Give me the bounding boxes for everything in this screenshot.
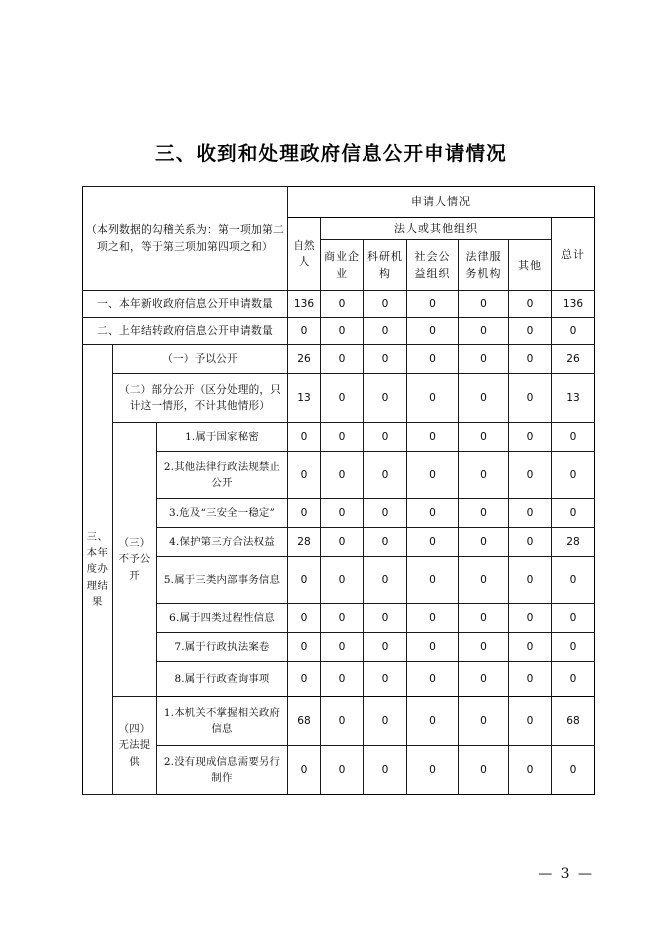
row-label-carried-over-applications: 二、上年结转政府信息公开申请数量	[83, 318, 288, 345]
cell-value: 0	[459, 746, 509, 795]
cell-value: 0	[509, 499, 552, 528]
cell-value: 0	[407, 291, 459, 318]
cell-value: 0	[288, 499, 321, 528]
cell-value: 0	[288, 452, 321, 499]
table-row	[83, 633, 595, 662]
cell-value: 0	[364, 291, 407, 318]
cell-value: 0	[364, 499, 407, 528]
cell-value: 68	[288, 697, 321, 746]
cell-value: 0	[288, 633, 321, 662]
table-row	[83, 662, 595, 697]
cell-value: 0	[364, 423, 407, 452]
header-other: 其他	[509, 240, 552, 291]
cell-value: 0	[509, 746, 552, 795]
cell-value: 0	[321, 499, 364, 528]
header-research-institution: 科研机构	[364, 240, 407, 291]
header-total: 总计	[552, 218, 595, 291]
cell-value: 0	[407, 345, 459, 374]
table-row	[83, 557, 595, 604]
cell-value: 0	[321, 374, 364, 423]
cell-value: 0	[407, 604, 459, 633]
cell-value: 0	[364, 633, 407, 662]
cell-value: 0	[552, 499, 595, 528]
cell-value: 0	[459, 499, 509, 528]
row-label-endanger-security: 3.危及“三安全一稳定”	[157, 499, 288, 528]
row-label-other-law-prohibited: 2.其他法律行政法规禁止公开	[157, 452, 288, 499]
cell-value: 0	[407, 374, 459, 423]
cell-value: 0	[288, 318, 321, 345]
header-natural-person: 自然人	[288, 218, 321, 291]
table-row	[83, 528, 595, 557]
cell-value: 0	[288, 604, 321, 633]
cell-value: 0	[552, 746, 595, 795]
cell-value: 0	[364, 374, 407, 423]
cell-value: 0	[407, 528, 459, 557]
cell-value: 68	[552, 697, 595, 746]
cell-value: 0	[459, 374, 509, 423]
cell-value: 0	[407, 633, 459, 662]
cell-value: 0	[321, 528, 364, 557]
cell-value: 0	[288, 746, 321, 795]
cell-value: 0	[459, 557, 509, 604]
cell-value: 0	[459, 697, 509, 746]
cell-value: 0	[364, 746, 407, 795]
cell-value: 0	[407, 499, 459, 528]
cell-value: 0	[509, 318, 552, 345]
cell-value: 0	[321, 697, 364, 746]
cell-value: 0	[321, 318, 364, 345]
cell-value: 26	[288, 345, 321, 374]
cell-value: 0	[364, 528, 407, 557]
cell-value: 0	[509, 452, 552, 499]
cell-value: 0	[459, 452, 509, 499]
cell-value: 28	[552, 528, 595, 557]
cell-value: 0	[509, 291, 552, 318]
cell-value: 0	[509, 374, 552, 423]
header-social-welfare-org: 社会公益组织	[407, 240, 459, 291]
table-header-row-1	[83, 187, 595, 218]
cell-value: 0	[552, 452, 595, 499]
cell-value: 0	[321, 633, 364, 662]
cell-value: 136	[288, 291, 321, 318]
table-row	[83, 318, 595, 345]
table-row	[83, 345, 595, 374]
cell-value: 0	[509, 557, 552, 604]
cell-value: 0	[459, 604, 509, 633]
cell-value: 0	[552, 633, 595, 662]
row-label-internal-affairs: 5.属于三类内部事务信息	[157, 557, 288, 604]
row-label-protect-third-party: 4.保护第三方合法权益	[157, 528, 288, 557]
cell-value: 0	[459, 633, 509, 662]
cell-value: 0	[364, 318, 407, 345]
cell-value: 0	[288, 423, 321, 452]
cell-value: 0	[509, 604, 552, 633]
cell-value: 0	[459, 662, 509, 697]
cell-value: 0	[509, 697, 552, 746]
row-label-partially-disclosed: （二）部分公开（区分处理的，只计这一情形，不计其他情形）	[113, 374, 288, 423]
table-row	[83, 499, 595, 528]
row-label-state-secret: 1.属于国家秘密	[157, 423, 288, 452]
header-legal-service-org: 法律服务机构	[459, 240, 509, 291]
cell-value: 0	[407, 423, 459, 452]
cell-value: 0	[321, 423, 364, 452]
cell-value: 0	[364, 452, 407, 499]
cell-value: 13	[552, 374, 595, 423]
table-row	[83, 291, 595, 318]
cell-value: 0	[321, 746, 364, 795]
cell-value: 0	[459, 345, 509, 374]
group-label-annual-result: 三、本年度办理结果	[83, 345, 113, 795]
row-label-enforcement-files: 7.属于行政执法案卷	[157, 633, 288, 662]
cell-value: 0	[321, 345, 364, 374]
cell-value: 0	[321, 557, 364, 604]
cell-value: 0	[509, 528, 552, 557]
cell-value: 0	[552, 662, 595, 697]
row-label-not-held-by-agency: 1.本机关不掌握相关政府信息	[157, 697, 288, 746]
cell-value: 0	[364, 557, 407, 604]
cell-value: 0	[509, 662, 552, 697]
cell-value: 0	[407, 318, 459, 345]
cell-value: 0	[407, 746, 459, 795]
cell-value: 0	[509, 423, 552, 452]
cell-value: 0	[552, 557, 595, 604]
cell-value: 0	[459, 423, 509, 452]
row-label-administrative-inquiry: 8.属于行政查询事项	[157, 662, 288, 697]
cell-value: 0	[364, 345, 407, 374]
cell-value: 0	[321, 662, 364, 697]
cell-value: 0	[552, 423, 595, 452]
group-label-unable-to-provide: （四）无法提供	[113, 697, 157, 795]
cell-value: 0	[288, 662, 321, 697]
information-disclosure-table	[82, 186, 595, 795]
header-legal-entity-group: 法人或其他组织	[321, 218, 552, 240]
cell-value: 13	[288, 374, 321, 423]
cell-value: 0	[321, 452, 364, 499]
row-label-process-information: 6.属于四类过程性信息	[157, 604, 288, 633]
cell-value: 0	[459, 291, 509, 318]
table-row	[83, 374, 595, 423]
cell-value: 0	[459, 528, 509, 557]
cell-value: 0	[364, 604, 407, 633]
table-row	[83, 697, 595, 746]
cell-value: 0	[407, 452, 459, 499]
cell-value: 28	[288, 528, 321, 557]
cell-value: 136	[552, 291, 595, 318]
cell-value: 0	[552, 318, 595, 345]
cell-value: 0	[552, 604, 595, 633]
page-title: 三、收到和处理政府信息公开申请情况	[155, 142, 507, 165]
cell-value: 0	[288, 557, 321, 604]
cell-value: 0	[321, 604, 364, 633]
cell-value: 26	[552, 345, 595, 374]
cell-value: 0	[459, 318, 509, 345]
row-label-new-applications: 一、本年新收政府信息公开申请数量	[83, 291, 288, 318]
row-label-disclosed: （一）予以公开	[113, 345, 288, 374]
table-row	[83, 423, 595, 452]
table-row	[83, 746, 595, 795]
group-label-not-disclosed: （三）不予公开	[113, 423, 157, 697]
cell-value: 0	[509, 345, 552, 374]
header-applicant-group: 申请人情况	[288, 187, 595, 218]
cell-value: 0	[407, 662, 459, 697]
cell-value: 0	[364, 662, 407, 697]
page-number: — 3 —	[538, 866, 594, 882]
header-business-enterprise: 商业企业	[321, 240, 364, 291]
cell-value: 0	[364, 697, 407, 746]
cell-value: 0	[321, 291, 364, 318]
cell-value: 0	[509, 633, 552, 662]
cell-value: 0	[407, 697, 459, 746]
row-label-no-existing-information: 2.没有现成信息需要另行制作	[157, 746, 288, 795]
table-row	[83, 452, 595, 499]
table-description-cell: （本列数据的勾稽关系为：第一项加第二项之和，等于第三项加第四项之和）	[83, 187, 288, 291]
report-table-wrapper	[82, 186, 586, 795]
cell-value: 0	[407, 557, 459, 604]
table-row	[83, 604, 595, 633]
